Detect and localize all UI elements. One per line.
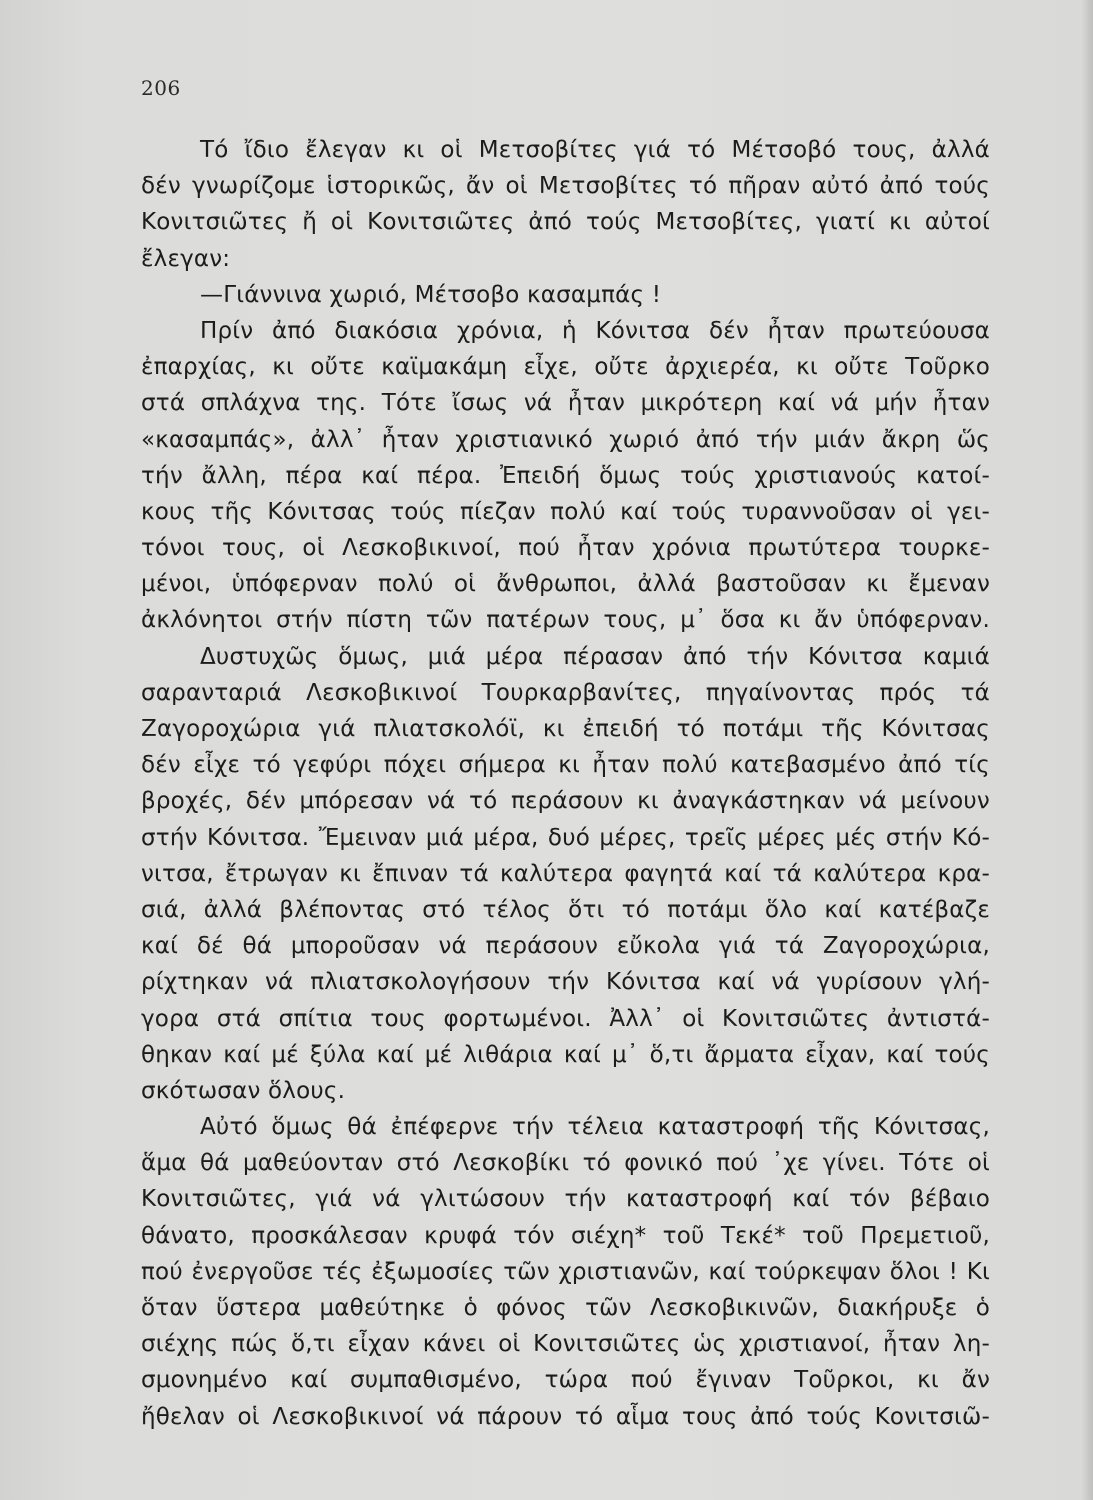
text-line: στήν Κόνιτσα. Ἔμειναν μιά μέρα, δυό μέρες, τρεῖς μέρες μές στήν Κό- (141, 824, 990, 851)
text-line: Κονιτσιῶτες ἤ οἱ Κονιτσιῶτες ἀπό τούς Μετσοβίτες, γιατί κι αὐτοί (141, 209, 990, 236)
text-line: τήν ἄλλη, πέρα καί πέρα. Ἐπειδή ὅμως τούς χριστιανούς κατοί- (141, 462, 990, 489)
text-line: Τό ἴδιο ἔλεγαν κι οἱ Μετσοβίτες γιά τό Μέτσοβό τους, ἀλλά (200, 137, 990, 163)
text-line: ἅμα θά μαθεύονταν στό Λεσκοβίκι τό φονικό πού ᾽χε γίνει. Τότε οἱ (141, 1150, 990, 1177)
text-line: ἔλεγαν: (141, 245, 231, 272)
text-line: νιτσα, ἔτρωγαν κι ἔπιναν τά καλύτερα φαγητά καί τά καλύτερα κρα- (141, 860, 990, 887)
body-text (141, 132, 990, 1435)
text-line: καί δέ θά μποροῦσαν νά περάσουν εὔκολα γιά τά Ζαγοροχώρια, (141, 933, 990, 960)
text-line: δέν γνωρίζομε ἱστορικῶς, ἄν οἱ Μετσοβίτες τό πῆραν αὐτό ἀπό τούς (141, 173, 990, 200)
text-line: ἀκλόνητοι στήν πίστη τῶν πατέρων τους, μ᾽ ὅσα κι ἄν ὑπόφερναν. (141, 607, 990, 634)
text-line: βροχές, δέν μπόρεσαν νά τό περάσουν κι ἀναγκάστηκαν νά μείνουν (141, 788, 990, 815)
page-edge-shadow (1081, 0, 1093, 1500)
text-line: «κασαμπάς», ἀλλ᾽ ἦταν χριστιανικό χωριό ἀπό τήν μιάν ἄκρη ὥς (141, 426, 990, 453)
text-line: ἐπαρχίας, κι οὔτε καϊμακάμη εἶχε, οὔτε ἀρχιερέα, κι οὔτε Τοῦρκο (141, 354, 990, 381)
text-line: γορα στά σπίτια τους φορτωμένοι. Ἀλλ᾽ οἱ Κονιτσιῶτες ἀντιστά- (141, 1005, 990, 1032)
text-line: πού ἐνεργοῦσε τές ἐξωμοσίες τῶν χριστιανῶν, καί τούρκεψαν ὅλοι ! Κι (141, 1258, 990, 1285)
text-line: δέν εἶχε τό γεφύρι πόχει σήμερα κι ἦταν πολύ κατεβασμένο ἀπό τίς (141, 752, 990, 779)
text-line: ἤθελαν οἱ Λεσκοβικινοί νά πάρουν τό αἷμα τους ἀπό τούς Κονιτσιῶ- (141, 1403, 990, 1430)
page-number: 206 (141, 76, 181, 100)
text-line: ρίχτηκαν νά πλιατσκολογήσουν τήν Κόνιτσα καί νά γυρίσουν γλή- (141, 969, 990, 996)
text-line: θάνατο, προσκάλεσαν κρυφά τόν σιέχη* τοῦ Τεκέ* τοῦ Πρεμετιοῦ, (141, 1222, 990, 1249)
text-line: θηκαν καί μέ ξύλα καί μέ λιθάρια καί μ᾽ ὅ,τι ἄρματα εἶχαν, καί τούς (141, 1041, 990, 1068)
text-line: σκότωσαν ὅλους. (141, 1077, 346, 1104)
text-line: Κονιτσιῶτες, γιά νά γλιτώσουν τήν καταστροφή καί τόν βέβαιο (141, 1186, 990, 1213)
text-line: σιέχης πώς ὅ,τι εἶχαν κάνει οἱ Κονιτσιῶτες ὡς χριστιανοί, ἦταν λη- (141, 1331, 990, 1358)
text-line: σμονημένο καί συμπαθισμένο, τώρα πού ἔγιναν Τοῦρκοι, κι ἄν (141, 1367, 990, 1394)
text-line: Πρίν ἀπό διακόσια χρόνια, ἡ Κόνιτσα δέν ἦταν πρωτεύουσα (200, 317, 990, 344)
text-line: μένοι, ὑπόφερναν πολύ οἱ ἄνθρωποι, ἀλλά βαστοῦσαν κι ἔμεναν (141, 571, 990, 598)
text-line: ὅταν ὕστερα μαθεύτηκε ὁ φόνος τῶν Λεσκοβικινῶν, διακήρυξε ὁ (141, 1295, 990, 1321)
text-line: κους τῆς Κόνιτσας τούς πίεζαν πολύ καί τούς τυραννοῦσαν οἱ γει- (141, 498, 990, 525)
text-line: Αὐτό ὅμως θά ἐπέφερνε τήν τέλεια καταστροφή τῆς Κόνιτσας, (200, 1114, 990, 1141)
text-line: Δυστυχῶς ὅμως, μιά μέρα πέρασαν ἀπό τήν Κόνιτσα καμιά (200, 643, 990, 670)
dialogue-line: —Γιάννινα χωριό, Μέτσοβο κασαμπάς ! (200, 281, 662, 308)
text-line: τόνοι τους, οἱ Λεσκοβικινοί, πού ἦταν χρόνια πρωτύτερα τουρκε- (141, 535, 990, 562)
text-line: Ζαγοροχώρια γιά πλιατσκολόϊ, κι ἐπειδή τό ποτάμι τῆς Κόνιτσας (141, 716, 990, 742)
text-line: σαρανταριά Λεσκοβικινοί Τουρκαρβανίτες, πηγαίνοντας πρός τά (141, 679, 990, 706)
text-line: σιά, ἀλλά βλέποντας στό τέλος ὅτι τό ποτάμι ὅλο καί κατέβαζε (141, 896, 990, 923)
text-line: στά σπλάχνα της. Τότε ἴσως νά ἦταν μικρότερη καί νά μήν ἦταν (141, 390, 990, 417)
